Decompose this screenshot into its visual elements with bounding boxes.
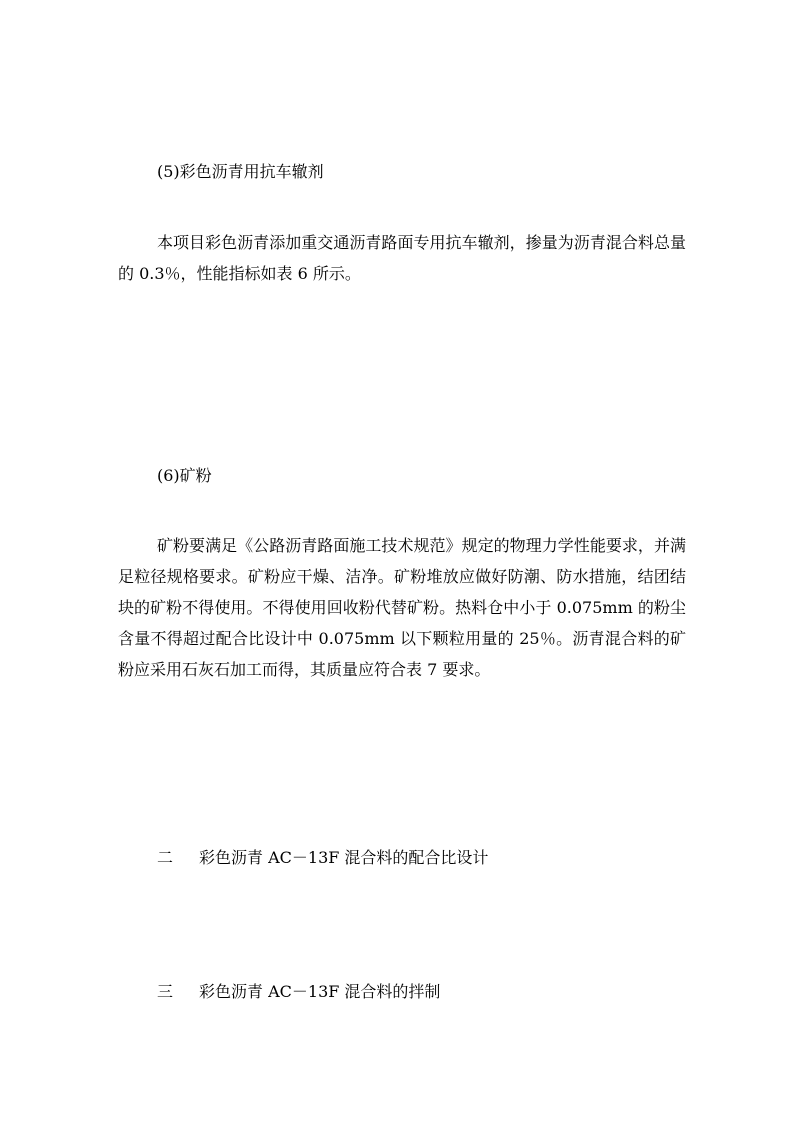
section-title: 彩色沥青 AC－13F 混合料的拌制 xyxy=(199,982,441,1001)
section-number: 三 xyxy=(157,982,174,1001)
paragraph-anti-rutting-agent: 本项目彩色沥青添加重交通沥青路面专用抗车辙剂，掺量为沥青混合料总量的 0.3％，性能指标如表 6 所示。 xyxy=(118,233,686,283)
paragraph-mineral-powder: 矿粉要满足《公路沥青路面施工技术规范》规定的物理力学性能要求，并满足粒径规格要求。矿粉应干燥、洁净。矿粉堆放应做好防潮、防水措施，结团结块的矿粉不得使用。不得使用回收粉代替矿粉。热料仓中小于 0.075mm 的粉尘含量不得超过配合比设计中 0.075mm 以下颗粒用量的 25％。沥青混合料的矿粉应采用石灰石加工而得，其质量应符合表 7 要求。 xyxy=(118,536,686,679)
section-number: 二 xyxy=(157,848,174,867)
section-title: 彩色沥青 AC－13F 混合料的配合比设计 xyxy=(199,848,489,867)
heading-mineral-powder: (6)矿粉 xyxy=(157,466,212,485)
section-heading-mix-design xyxy=(157,848,488,868)
section-heading-mixing xyxy=(157,982,440,1002)
heading-anti-rutting-agent: (5)彩色沥青用抗车辙剂 xyxy=(157,162,324,181)
